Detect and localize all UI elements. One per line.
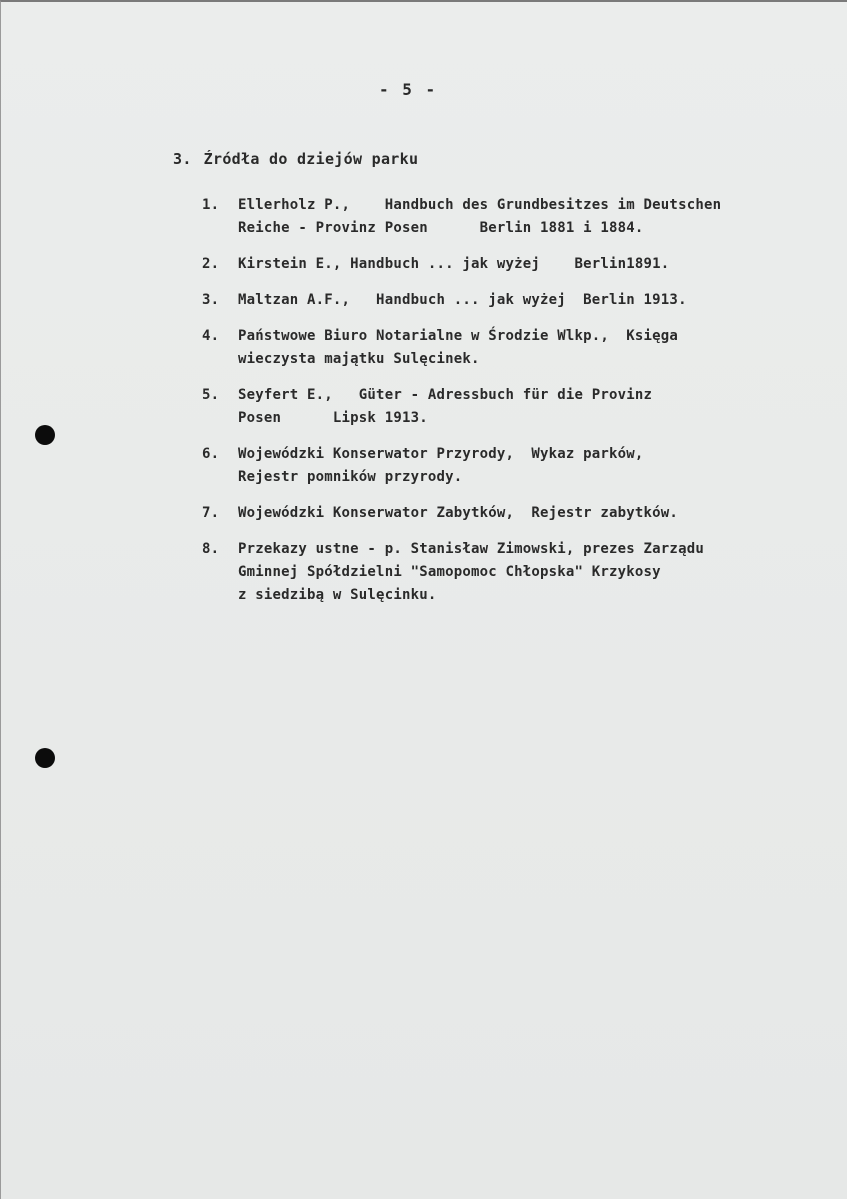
item-number: 5. — [202, 387, 220, 403]
item-text: Państwowe Biuro Notarialne w Środzie Wlkp., Księga wieczysta majątku Sulęcinek. — [238, 328, 679, 367]
item-text: Wojewódzki Konserwator Przyrody, Wykaz parków, Rejestr pomników przyrody. — [238, 446, 644, 485]
item-number: 7. — [202, 505, 220, 521]
item-number: 4. — [202, 328, 220, 344]
section-number: 3. — [173, 150, 192, 168]
item-text: Maltzan A.F., Handbuch ... jak wyżej Berlin 1913. — [238, 292, 687, 308]
list-item — [202, 253, 822, 276]
item-text: Kirstein E., Handbuch ... jak wyżej Berlin1891. — [238, 256, 670, 272]
item-number: 2. — [202, 256, 220, 272]
item-number: 6. — [202, 446, 220, 462]
punch-hole-mark — [35, 748, 55, 768]
section-title: Źródła do dziejów parku — [203, 150, 419, 168]
item-text: Przekazy ustne - p. Stanisław Zimowski, prezes Zarządu Gminnej Spółdzielni "Samopomoc Chłopska" Krzykosy z siedzibą w Sulęcinku. — [238, 541, 704, 603]
list-item — [202, 443, 822, 489]
page-number: - 5 - — [379, 80, 438, 99]
item-text: Seyfert E., Güter - Adressbuch für die Provinz Posen Lipsk 1913. — [238, 387, 653, 426]
item-number: 1. — [202, 197, 220, 213]
list-item — [202, 384, 822, 430]
item-text: Wojewódzki Konserwator Zabytków, Rejestr zabytków. — [238, 505, 679, 521]
item-number: 3. — [202, 292, 220, 308]
list-item — [202, 289, 822, 312]
item-text: Ellerholz P., Handbuch des Grundbesitzes im Deutschen Reiche - Provinz Posen Berlin 1881 i 1884. — [238, 197, 722, 236]
list-item — [202, 502, 822, 525]
item-number: 8. — [202, 541, 220, 557]
list-item — [202, 538, 822, 607]
sources-list — [202, 194, 822, 620]
section-heading — [173, 150, 418, 168]
list-item — [202, 194, 822, 240]
list-item — [202, 325, 822, 371]
punch-hole-mark — [35, 425, 55, 445]
